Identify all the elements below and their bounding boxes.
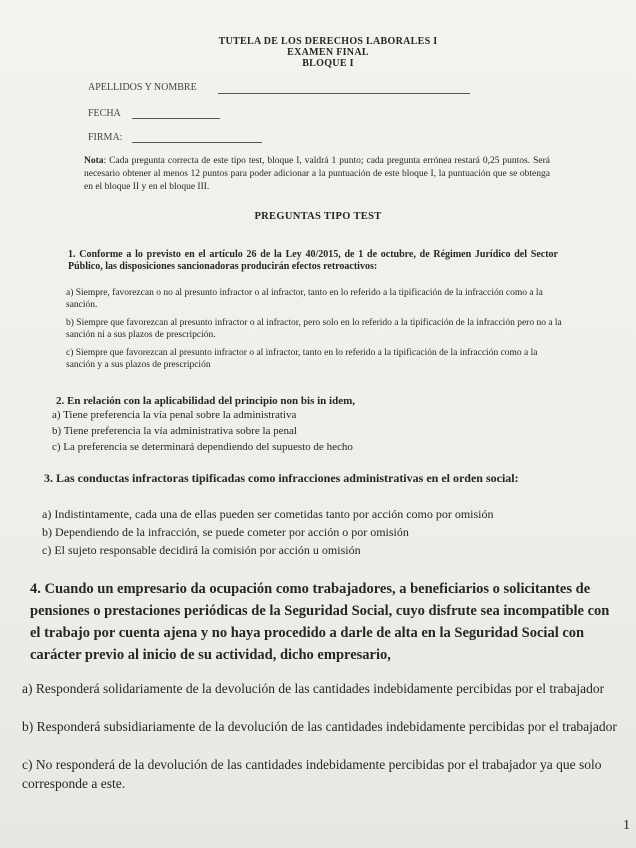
question-3: 3. Las conductas infractoras tipificadas como infracciones administrativas en el orden social:	[44, 471, 519, 485]
note-label: Nota	[84, 156, 104, 166]
date-field-label: FECHA	[88, 108, 121, 119]
question-2-option-c[interactable]: c) La preferencia se determinará dependiendo del supuesto de hecho	[52, 441, 353, 453]
signature-field-line[interactable]	[132, 142, 262, 143]
question-1-option-b[interactable]: b) Siempre que favorezcan al presunto infractor o al infractor, pero solo en lo referido a la tipificación de la infracción pero no a la sanción ni a sus plazos de prescripción.	[66, 318, 562, 340]
grading-note	[84, 155, 550, 194]
question-4-option-b[interactable]: b) Responderá subsidiariamente de la devolución de las cantidades indebidamente percibidas por el trabajador	[22, 719, 617, 734]
question-1-option-c[interactable]: c) Siempre que favorezcan al presunto infractor o al infractor, tanto en lo referido a la tipificación de la infracción como a la sanción y a sus plazos de prescripción	[66, 348, 538, 370]
question-4-option-a[interactable]: a) Responderá solidariamente de la devolución de las cantidades indebidamente percibidas por el trabajador	[22, 681, 605, 696]
exam-block-title: BLOQUE I	[302, 58, 354, 69]
note-text: : Cada pregunta correcta de este tipo test, bloque I, valdrá 1 punto; cada pregunta errónea restará 0,25 puntos. Será necesario obtener al menos 12 puntos para poder adicionar a la puntuación de este bloque I, la puntuación que se obtenga en el bloque II y en el bloque III.	[84, 156, 550, 192]
question-4: 4. Cuando un empresario da ocupación como trabajadores, a beneficiarios o solicitantes de pensiones o prestaciones periódicas de la Seguridad Social, cuyo disfrute sea incompatible con el trabajo por cuenta ajena y no haya procedido a darle de alta en la Seguridad Social con carácter previo al inicio de su actividad, dicho empresario,	[30, 581, 610, 663]
question-3-option-c[interactable]: c) El sujeto responsable decidirá la comisión por acción u omisión	[42, 543, 361, 557]
exam-type-title: EXAMEN FINAL	[287, 47, 369, 58]
date-field-line[interactable]	[132, 118, 220, 119]
name-field-line[interactable]	[218, 93, 470, 94]
question-2-option-b[interactable]: b) Tiene preferencia la vía administrativa sobre la penal	[52, 425, 297, 437]
question-3-option-a[interactable]: a) Indistintamente, cada una de ellas pueden ser cometidas tanto por acción como por omisión	[42, 507, 494, 521]
question-3-option-b[interactable]: b) Dependiendo de la infracción, se puede cometer por acción o por omisión	[42, 525, 409, 539]
question-1-option-a[interactable]: a) Siempre, favorezcan o no al presunto infractor o al infractor, tanto en lo referido a la tipificación de la infracción como a la sanción.	[66, 288, 543, 310]
page-number: 1	[623, 818, 630, 833]
exam-course-title: TUTELA DE LOS DERECHOS LABORALES I	[218, 36, 438, 47]
question-1: 1. Conforme a lo previsto en el artículo 26 de la Ley 40/2015, de 1 de octubre, de Régimen Jurídico del Sector Público, las disposiciones sancionadoras producirán efectos retroactivos:	[68, 249, 558, 272]
signature-field-label: FIRMA:	[88, 132, 123, 143]
name-field-label: APELLIDOS Y NOMBRE	[88, 82, 197, 93]
question-4-option-c[interactable]: c) No responderá de la devolución de las cantidades indebidamente percibidas por el trabajador ya que solo corresponde a este.	[22, 757, 602, 791]
question-2: 2. En relación con la aplicabilidad del principio non bis in idem,	[56, 395, 355, 407]
question-2-option-a[interactable]: a) Tiene preferencia la vía penal sobre la administrativa	[52, 409, 297, 421]
section-title: PREGUNTAS TIPO TEST	[254, 211, 382, 222]
